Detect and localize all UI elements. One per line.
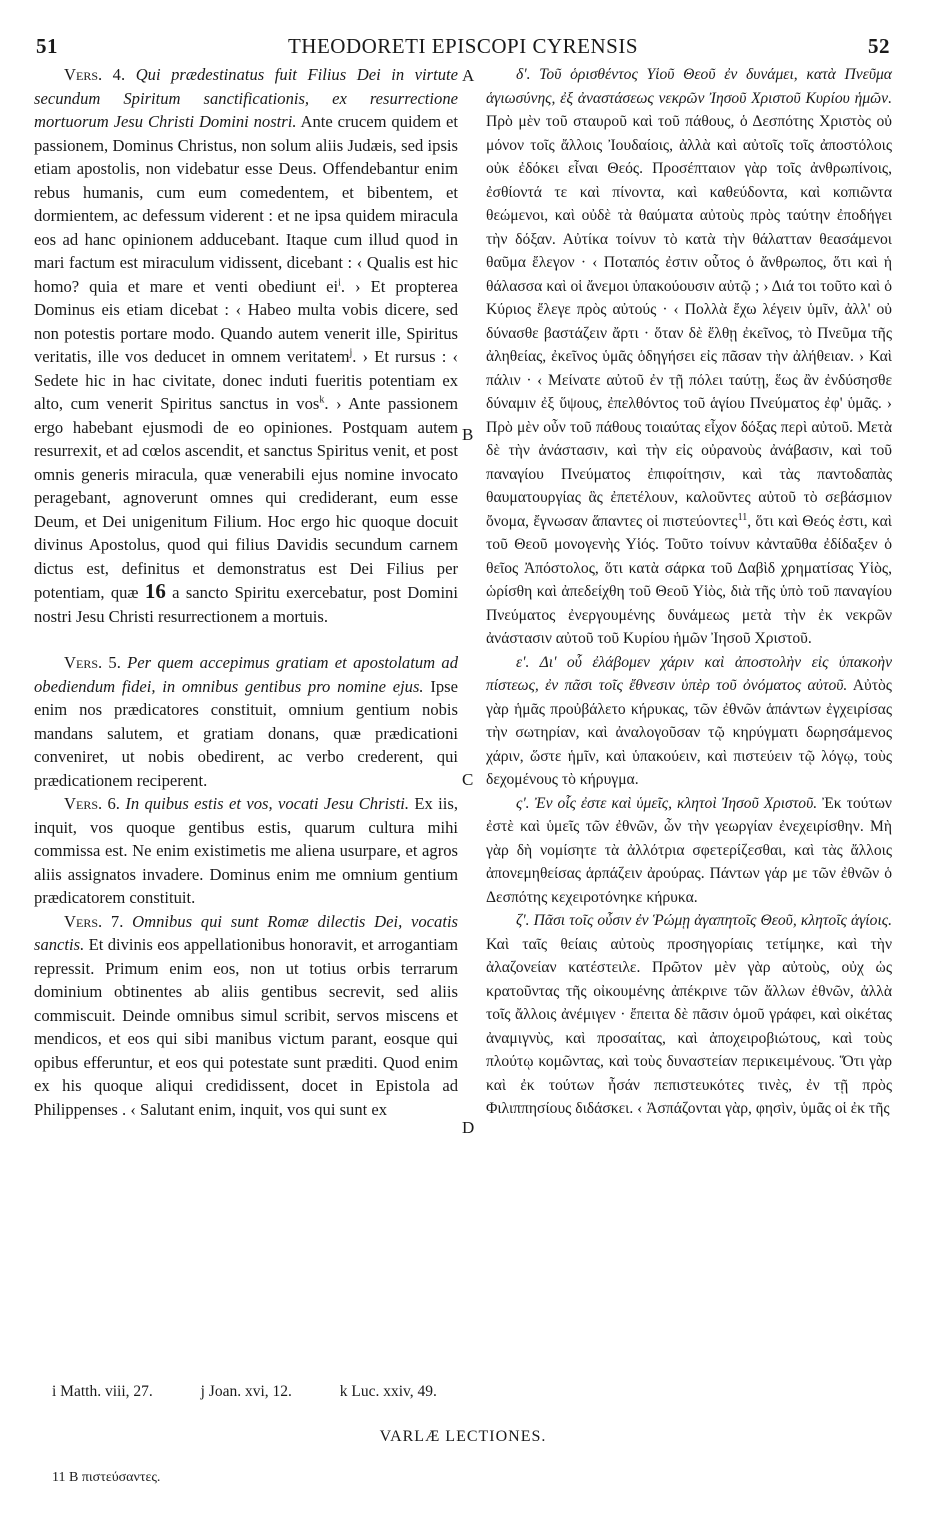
- verse-lemma: Omnibus qui sunt Romæ dilectis Dei, vocatis sanctis.: [34, 911, 459, 954]
- commentary-text: Ante crucem quidem et passionem, Dominus Christus, non solum aliis Judæis, sed ipsis etiam apostolis, non videbatur esse Deus. Offendebantur enim rebus humanis, cum eum comedentem, et bibentem, et dormientem, ac defessum viderent : et ne ipsa quidem miracula eos ad hanc opinionem adducebant. Itaque cum illud quod in mari factum est miraculum vidissent, dicebant : ‹ Qualis est hic homo? quia et mare et venti obediunt ei: [34, 112, 459, 296]
- commentary-text: . › Et rursus : ‹ Sedete hic in hac civitate, donec induti fueritis potentiam ex alto, cum venerit Spiritus sanctus in vos: [34, 347, 458, 413]
- greek-verse-6: [486, 792, 892, 910]
- margin-letter-a: A: [462, 66, 475, 85]
- greek-verse-4: [486, 63, 892, 651]
- verse-lemma: ς'. Ἐν οἷς ἐστε καὶ ὑμεῖς, κλητοὶ Ἰησοῦ Χριστοῦ.: [516, 794, 818, 812]
- verse-lemma: Qui prædestinatus fuit Filius Dei in virtute secundum Spiritum sanctificationis, ex resurrectione mortuorum Jesu Christi Domini nostri.: [34, 65, 458, 131]
- greek-column: [486, 63, 892, 1121]
- page-number-right: 52: [868, 34, 890, 58]
- commentary-text: Ἐκ τούτων ἐστὲ καὶ ὑμεῖς τῶν ἐθνῶν, ὧν τὴν γεωργίαν ἐνεχειρίσθην. Μὴ γὰρ δὴ νομίσητε τὰ ἀλλότρια σφετερίζεσθαι, καὶ τὰς ἄλλοις ἀπονεμηθείσας ἁρπάζειν ἀρούρας. Πάντων γάρ με τῶν ἐθνῶν ὁ Δεσπότης κεχειροτόνηκε κήρυκα.: [486, 794, 892, 906]
- scripture-footnotes: [52, 1383, 481, 1401]
- latin-verse-7: [34, 910, 458, 1122]
- footnote-ref: k: [319, 394, 325, 406]
- margin-letter-c: C: [462, 770, 474, 789]
- commentary-text: a sancto Spiritu exercebatur, post Domini nostri Jesu Christi resurrectionem a mortuis.: [34, 583, 458, 626]
- verse-lemma: ζ'. Πᾶσι τοῖς οὖσιν ἐν Ῥώμῃ ἀγαπητοῖς Θεοῦ, κλητοῖς ἁγίοις.: [516, 912, 892, 929]
- verse-lemma: Per quem accepimus gratiam et apostolatum ad obediendum fidei, in omnibus gentibus pro nomine ejus.: [34, 653, 458, 696]
- commentary-text: Πρὸ μὲν τοῦ σταυροῦ καὶ τοῦ πάθους, ὁ Δεσπότης Χριστὸς οὐ μόνον τοῖς ἄλλοις Ἰουδαίοις, ἀλλὰ καὶ αὐτοῖς τοῖς ἀποστόλοις οὐκ ἐδόκει εἶναι Θεός. Προσέπταιον γὰρ τοῖς ἀνθρωπίνοις, ἐσθίοντά τε καὶ πίνοντα, καὶ καθεύδοντα, καὶ κοπιῶντα θεώμενοι, καὶ οὐδὲ τὰ θαύματα αὐτοὺς πρὸς ταύτην ἐποδήγει τὴν δόξαν. Αὐτίκα τοίνυν τὸ κατὰ τὴν θάλατταν θεασάμενοι θαῦμα ἔλεγον · ‹ Ποταπός ἐστιν οὗτος ὁ ἄνθρωπος, ὅτι καὶ ἡ θάλασσα καὶ οἱ ἄνεμοι ὑπακούουσιν αὐτῷ ; › Διά τοι τοῦτο καὶ ὁ Κύριος ἔλεγε πρὸς αὐτούς · ‹ Πολλὰ ἔχω λέγειν ὑμῖν, ἀλλ' οὐ δύνασθε βαστάζειν ἄρτι · ὅταν δὲ ἔλθῃ ἐκεῖνος, τὸ Πνεῦμα τῆς ἀληθείας, ἐκεῖνος ὑμᾶς ὁδηγήσει εἰς πᾶσαν τὴν ἀλήθειαν. › Καὶ πάλιν · ‹ Μείνατε αὐτοῦ ἐν τῇ πόλει ταύτῃ, ἕως ἂν ἐνδύσησθε δύναμιν ἐξ ὕψους, ἐπελθόντος τοῦ ἁγίου Πνεύματος ἐφ' ὑμᾶς. › Πρὸ μὲν οὖν τοῦ πάθους τοιαύτας εἶχον δόξας περὶ αὐτοῦ. Μετὰ δὲ τὴν ἀνάστασιν, καὶ τὴν εἰς οὐρανοὺς ἀνάβασιν, καὶ τοῦ παναγίου Πνεύματος ἐπιφοίτησιν, καὶ τὰς παντοδαπὰς θαυματουργίας ἃς ἐπετέλουν, καλοῦντες αὐτοῦ τὸ σεβάσμιον ὄνομα, ἔγνωσαν ἅπαντες οἱ πιστεύοντες: [486, 113, 892, 530]
- verse-label: Vers. 7.: [64, 911, 124, 931]
- commentary-text: . › Ante passionem ergo habebant ejusmodi de eo opiniones. Postquam autem resurrexit, et ad cœlos ascendit, et sanctus Spiritus venit, et post omnis generis miracula, quæ venerabili ejus nomine invocato peragebant, agnoverunt omnes qui crediderant, eum esse Deum, et Dei unigenitum Filium. Hoc ergo hic quoque docuit divinus Apostolus, quod qui filius Davidis secundum carnem dictus est, definitus et demonstratus est Dei Filius per potentiam, quæ: [34, 394, 458, 602]
- footnote-ref: 11: [737, 511, 748, 523]
- latin-column: [34, 63, 458, 1121]
- page-number-left: 51: [36, 34, 58, 58]
- margin-letter-d: D: [462, 1118, 475, 1137]
- greek-verse-7: [486, 909, 892, 1121]
- commentary-text: Καὶ ταῖς θείαις αὐτοὺς προσηγορίαις τετίμηκε, καὶ τὴν ἀλαζονείαν κατέστειλε. Πρῶτον μὲν γὰρ αὐτοὺς, οὐχ ὡς κρατοῦντας τῆς οἰκουμένης ἀπέκρινε τῶν ἄλλων ἐθνῶν, ἀλλὰ τοῖς ἄλλοις ἀνέμιγεν · ἔπειτα δὲ πᾶσιν ὁμοῦ γράφει, καὶ οἰκέτας ἀναμιγνὺς, καὶ προσαίτας, καὶ ἀποχειροβιώτους, καὶ τοὺς πλούτῳ κομῶντας, καὶ τοὺς δυναστείαν περικειμένους. Ὅτι γὰρ καὶ ἐκ τούτων ἦσάν πεπιστευκότες τινὲς, ἐν τῇ πρὸς Φιλιππησίους διδάσκει. ‹ Ἀσπάζονται γὰρ, φησὶν, ὑμᾶς οἱ ἐκ τῆς: [486, 935, 892, 1117]
- commentary-text: Αὐτὸς γὰρ ἡμᾶς προὐβάλετο κήρυκας, τῶν ἐθνῶν ἁπάντων ἐγχειρίσας τὴν σωτηρίαν, καὶ ἀναλογοῦσαν τῷ κηρύγματι δωρησάμενος χάριν, ὥστε ἡμῖν, καὶ ὑπακούειν, καὶ πιστεύειν τῷ λόγῳ, τοὺς δεχομένους τὸ κήρυγμα.: [486, 677, 892, 788]
- commentary-text: Ex iis, inquit, vos quoque gentibus estis, quarum cultura mihi commissa est. Ne enim existimetis me aliena usurpare, et agros aliis assignatos invadere. Dominus enim me omnium gentium prædicatorem constituit.: [34, 794, 458, 907]
- variant-reading: 11 B πιστεύσαντες.: [52, 1470, 161, 1485]
- footnote-ref: i: [338, 276, 341, 288]
- commentary-text: , ὅτι καὶ Θεός ἐστι, καὶ τοῦ Θεοῦ μονογενὴς Υἱός. Τοῦτο τοίνυν κἀνταῦθα ἐδίδαξεν ὁ θεῖος Ἀπόστολος, ὅτι κατὰ σάρκα τοῦ Δαβὶδ χρηματίσας Υἱὸς, ὡρίσθη καὶ ἀπεδείχθη τοῦ Θεοῦ Υἱὸς, διὰ τῆς ὑπὸ τοῦ παναγίου Πνεύματος ἐνεργουμένης δυνάμεως μετὰ τὴν ἐκ νεκρῶν ἀνάστασιν αὐτοῦ τοῦ Κυρίου ἡμῶν Ἰησοῦ Χριστοῦ.: [486, 512, 892, 647]
- variae-lectiones-heading: VARLÆ LECTIONES.: [379, 1428, 547, 1445]
- commentary-text: Et divinis eos appellationibus honoravit, et arrogantiam repressit. Primum enim eos, non ut totius orbis terrarum dominium obtinentes ab aliis gentibus secrevit, sed aliis commiscuit. Deinde omnibus simul scribit, servos miscens et mendicos, et eos qui sibi manibus victum parant, eosque qui opibus efferuntur, et eos qui potestate sunt præditi. Quod enim ex his quoque aliqui credidissent, docet in Epistola ad Philippenses . ‹ Salutant enim, inquit, vos qui sunt ex: [34, 935, 458, 1119]
- column-number-marker: 16: [144, 579, 166, 603]
- latin-verse-6: [34, 792, 458, 910]
- verse-lemma: ε'. Δι' οὗ ἐλάβομεν χάριν καὶ ἀποστολὴν εἰς ὑπακοὴν πίστεως, ἐν πᾶσι τοῖς ἔθνεσιν ὑπὲρ τοῦ ὀνόματος αὐτοῦ.: [486, 653, 892, 694]
- commentary-text: . › Et propterea Dominus eis etiam dicebat : ‹ Habeo multa vobis dicere, sed non potestis portare modo. Quando autem venerit ille, Spiritus veritatis, ille vos deducet in omnem veritatem: [34, 276, 458, 366]
- verse-lemma: δ'. Τοῦ ὁρισθέντος Υἱοῦ Θεοῦ ἐν δυνάμει, κατὰ Πνεῦμα ἁγιωσύνης, ἐξ ἀναστάσεως νεκρῶν Ἰησοῦ Χριστοῦ Κυρίου ἡμῶν.: [486, 66, 892, 107]
- footnote: j Joan. xvi, 12.: [200, 1383, 292, 1400]
- running-header: [36, 34, 890, 60]
- margin-letter-b: B: [462, 425, 474, 444]
- verse-lemma: In quibus estis et vos, vocati Jesu Christi.: [125, 794, 409, 813]
- verse-label: Vers. 6.: [64, 794, 120, 813]
- footnote: k Luc. xxiv, 49.: [339, 1383, 437, 1400]
- verse-label: Vers. 4.: [64, 65, 126, 84]
- footnote-ref: j: [349, 347, 353, 359]
- latin-verse-5: [34, 651, 458, 792]
- running-title: THEODORETI EPISCOPI CYRENSIS: [287, 34, 639, 58]
- footnote: i Matth. viii, 27.: [52, 1383, 153, 1400]
- latin-verse-4: [34, 63, 458, 628]
- commentary-text: Ipse enim nos prædicatores constituit, omnium gentium nobis mandans salutem, et gratiam donans, quæ prædicationi conveniret, ut nobis obedirent, ac verbo crederent, qui prædicationem reciperent.: [34, 676, 458, 790]
- verse-label: Vers. 5.: [64, 653, 121, 672]
- greek-verse-5: [486, 651, 892, 792]
